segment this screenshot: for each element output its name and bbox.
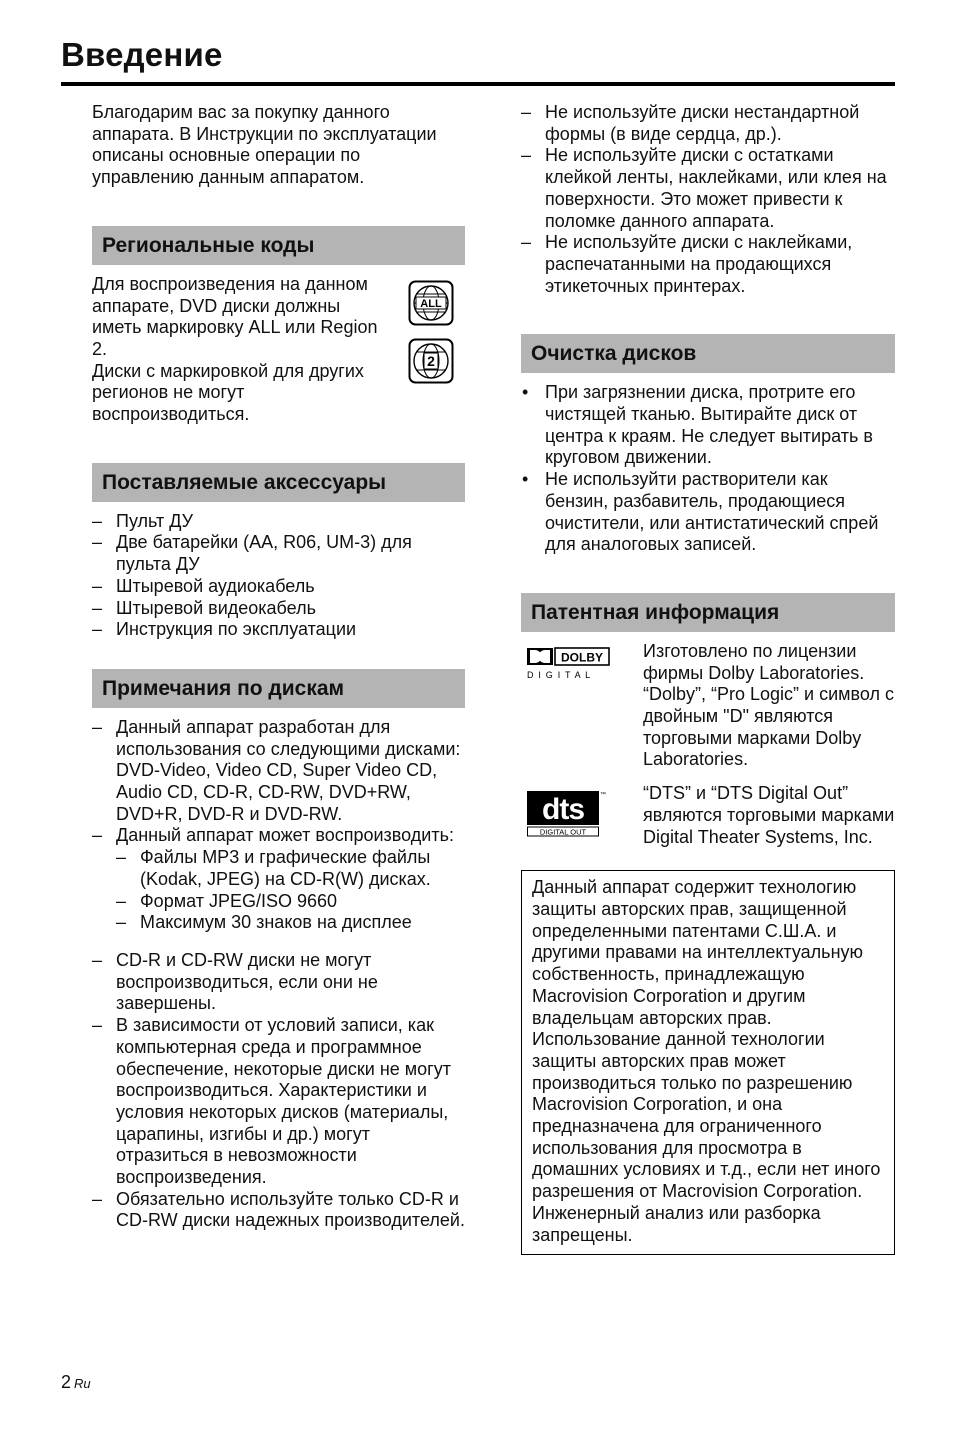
regional-codes-body — [92, 274, 465, 426]
region-2-label: 2 — [427, 352, 435, 369]
list-item — [92, 825, 465, 847]
list-item: – Максимум 30 знаков на дисплее — [116, 912, 465, 934]
dolby-text: Изготовлено по лицензии фирмы Dolby Laboratories. “Dolby”, “Pro Logic” и символ с двойным "D" являются торговыми марками Dolby Laboratories. — [643, 640, 895, 770]
disc-cleaning-list — [521, 382, 895, 556]
accessories-list — [92, 511, 465, 641]
list-item: – Не используйте диски с наклейками, распечатанными на продающихся этикеточных принтерах. — [521, 232, 895, 297]
list-item: – В зависимости от условий записи, как компьютерная среда и программное обеспечение, некоторые диски не могут воспроизводиться. Характеристики и условия некоторых дисков (материалы, царапины, изгибы и др.) могут отразиться в невозможности воспроизведения. — [92, 1015, 465, 1189]
list-item: – Не используйте диски с остатками клейкой ленты, наклейками, или клея на поверхности. Это может привести к поломке данного аппарата. — [521, 145, 895, 232]
dts-text: “DTS” и “DTS Digital Out” являются торговыми марками Digital Theater Systems, Inc. — [643, 783, 895, 847]
page-number: 2 — [61, 1372, 72, 1392]
regional-codes-text-1: Для воспроизведения на данном аппарате, DVD диски должны иметь маркировку ALL или Region 2. — [92, 273, 378, 359]
list-item: – CD-R и CD-RW диски не могут воспроизводиться, если они не завершены. — [92, 950, 465, 1015]
list-item: – Две батарейки (AA, R06, UM-3) для пульта ДУ — [92, 532, 465, 575]
disc-notes-list — [92, 717, 465, 847]
region-icons — [408, 280, 456, 426]
page-title: Введение — [61, 36, 223, 73]
dolby-row — [521, 641, 895, 771]
list-item: – Инструкция по эксплуатации — [92, 619, 465, 641]
page-footer — [61, 1372, 91, 1393]
list-item: – Данный аппарат разработан для использования со следующими дисками: DVD-Video, Video CD, Super Video CD, Audio CD, CD-R, CD-RW, DVD+RW, DVD+R, DVD-R и DVD-RW. — [92, 717, 465, 826]
list-item: – Не используйте диски нестандартной формы (в виде сердца, др.). — [521, 102, 895, 145]
language-code: Ru — [74, 1376, 91, 1391]
list-item: – Штыревой аудиокабель — [92, 576, 465, 598]
disc-notes-list-2 — [92, 950, 465, 1232]
accessories-heading: Поставляемые аксессуары — [92, 463, 465, 502]
dolby-logo — [521, 641, 643, 771]
dts-tm: ™ — [600, 792, 606, 799]
list-item: – Пульт ДУ — [92, 511, 465, 533]
list-item-text: Данный аппарат может воспроизводить: — [116, 825, 454, 846]
notice-text: Данный аппарат содержит технологию защиты авторских прав, защищенной определенными патентами С.Ш.А. и другими правами на интеллектуальную собственность, принадлежащую Macrovision Corporation и другим владельцам авторских прав. Использование данной технологии защиты авторских прав может производиться только по разрешению Macrovision Corporation, и она предназначена для ограниченного использования для просмотра в домашних условиях и т.д., если нет иного разрешения от Macrovision Corporation. Инженерный анализ или разборка запрещены. — [532, 877, 881, 1245]
dts-logo-word: dts — [542, 793, 584, 827]
list-item: – Штыревой видеокабель — [92, 598, 465, 620]
left-column — [92, 102, 465, 1232]
title-rule — [61, 82, 895, 86]
region-all-icon — [408, 280, 454, 326]
dts-logo-sub: DIGITAL OUT — [539, 827, 587, 837]
disc-notes-heading: Примечания по дискам — [92, 669, 465, 708]
list-item: – Файлы MP3 и графические файлы (Kodak, JPEG) на CD-R(W) дисках. — [116, 847, 465, 890]
list-item: – Формат JPEG/ISO 9660 — [116, 891, 465, 913]
dolby-digital-icon — [527, 647, 611, 681]
dolby-logo-sub: D I G I T A L — [527, 669, 592, 680]
dolby-logo-word: DOLBY — [561, 650, 603, 665]
list-item: • При загрязнении диска, протрите его чистящей тканью. Вытирайте диск от центра к краям. Не следует вытирать в круговом движении. — [521, 382, 895, 469]
regional-codes-text-2: Диски с маркировкой для других регионов не могут воспроизводиться. — [92, 360, 364, 425]
dts-logo — [521, 783, 643, 848]
right-column — [521, 102, 895, 1255]
list-item: – Обязательно используйте только CD-R и CD-RW диски надежных производителей. — [92, 1189, 465, 1232]
disc-warnings-list — [521, 102, 895, 297]
dts-digital-out-icon — [527, 789, 607, 839]
region-2-icon — [408, 338, 454, 384]
patents-heading: Патентная информация — [521, 593, 895, 632]
disc-notes-sublist — [92, 847, 465, 934]
list-item: • Не используйти растворители как бензин, разбавитель, продающиеся очистители, или антистатический спрей для аналоговых записей. — [521, 469, 895, 556]
dts-row — [521, 783, 895, 848]
region-all-label: ALL — [420, 297, 442, 310]
disc-cleaning-heading: Очистка дисков — [521, 334, 895, 373]
regional-codes-heading: Региональные коды — [92, 226, 465, 265]
copy-protection-notice — [521, 870, 895, 1255]
intro-text: Благодарим вас за покупку данного аппарата. В Инструкции по эксплуатации описаны основные операции по управлению данным аппаратом. — [92, 102, 437, 188]
